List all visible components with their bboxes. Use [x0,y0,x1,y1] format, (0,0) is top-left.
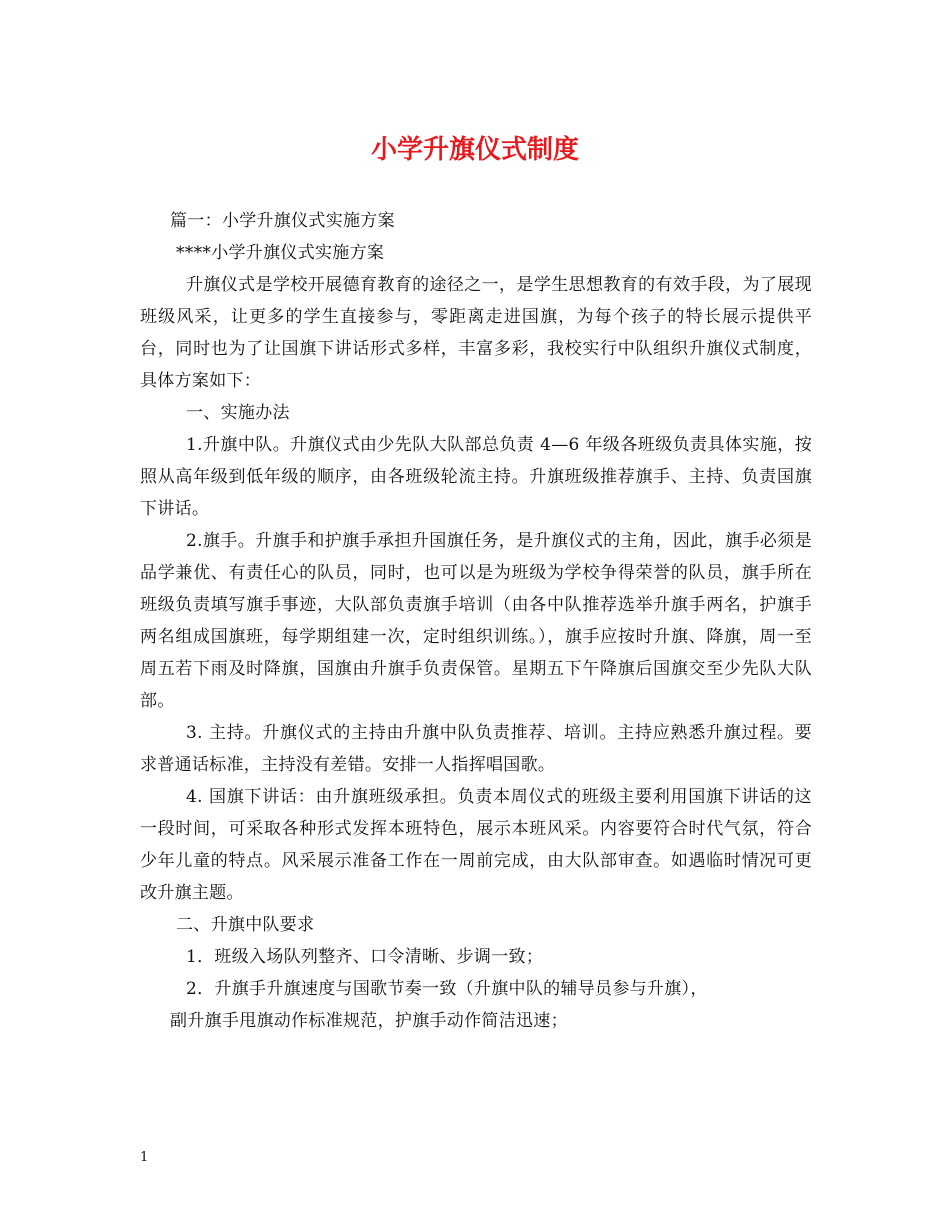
section-heading: 篇一：小学升旗仪式实施方案 [170,211,395,231]
document-body [140,205,812,1037]
section-heading: 二、升旗中队要求 [176,915,315,935]
body-paragraph: 升旗仪式是学校开展德育教育的途径之一，是学生思想教育的有效手段，为了展现班级风采，让更多的学生直接参与，零距离走进国旗，为每个孩子的特长展示提供平台，同时也为了让国旗下讲话形式多样，丰富多彩，我校实行中队组织升旗仪式制度，具体方案如下： [140,275,812,391]
section-heading: 一、实施办法 [186,403,290,423]
list-item: 1．班级入场队列整齐、口令清晰、步调一致； [186,947,544,967]
body-paragraph: 3. 主持。升旗仪式的主持由升旗中队负责推荐、培训。主持应熟悉升旗过程。要求普通话标准，主持没有差错。安排一人指挥唱国歌。 [140,723,812,775]
body-paragraph: 副升旗手甩旗动作标准规范，护旗手动作简洁迅速； [170,1011,568,1031]
subtitle: ****小学升旗仪式实施方案 [176,243,385,263]
body-paragraph: 2.旗手。升旗手和护旗手承担升国旗任务，是升旗仪式的主角，因此，旗手必须是品学兼优、有责任心的队员，同时，也可以是为班级为学校争得荣誉的队员，旗手所在班级负责填写旗手事迹，大队部负责旗手培训（由各中队推荐选举升旗手两名，护旗手两名组成国旗班，每学期组建一次，定时组织训练。），旗手应按时升旗、降旗，周一至周五若下雨及时降旗，国旗由升旗手负责保管。星期五下午降旗后国旗交至少先队大队部。 [140,531,812,711]
list-item: 2．升旗手升旗速度与国歌节奏一致（升旗中队的辅导员参与升旗）， [186,979,708,999]
page-number: 1 [140,1150,149,1165]
document-title: 小学升旗仪式制度 [370,135,579,165]
body-paragraph: 4. 国旗下讲话：由升旗班级承担。负责本周仪式的班级主要利用国旗下讲话的这一段时间，可采取各种形式发挥本班特色，展示本班风采。内容要符合时代气氛，符合少年儿童的特点。风采展示准备工作在一周前完成，由大队部审查。如遇临时情况可更改升旗主题。 [140,787,812,903]
body-paragraph: 1.升旗中队。升旗仪式由少先队大队部总负责 4—6 年级各班级负责具体实施，按照从高年级到低年级的顺序，由各班级轮流主持。升旗班级推荐旗手、主持、负责国旗下讲话。 [140,435,812,519]
